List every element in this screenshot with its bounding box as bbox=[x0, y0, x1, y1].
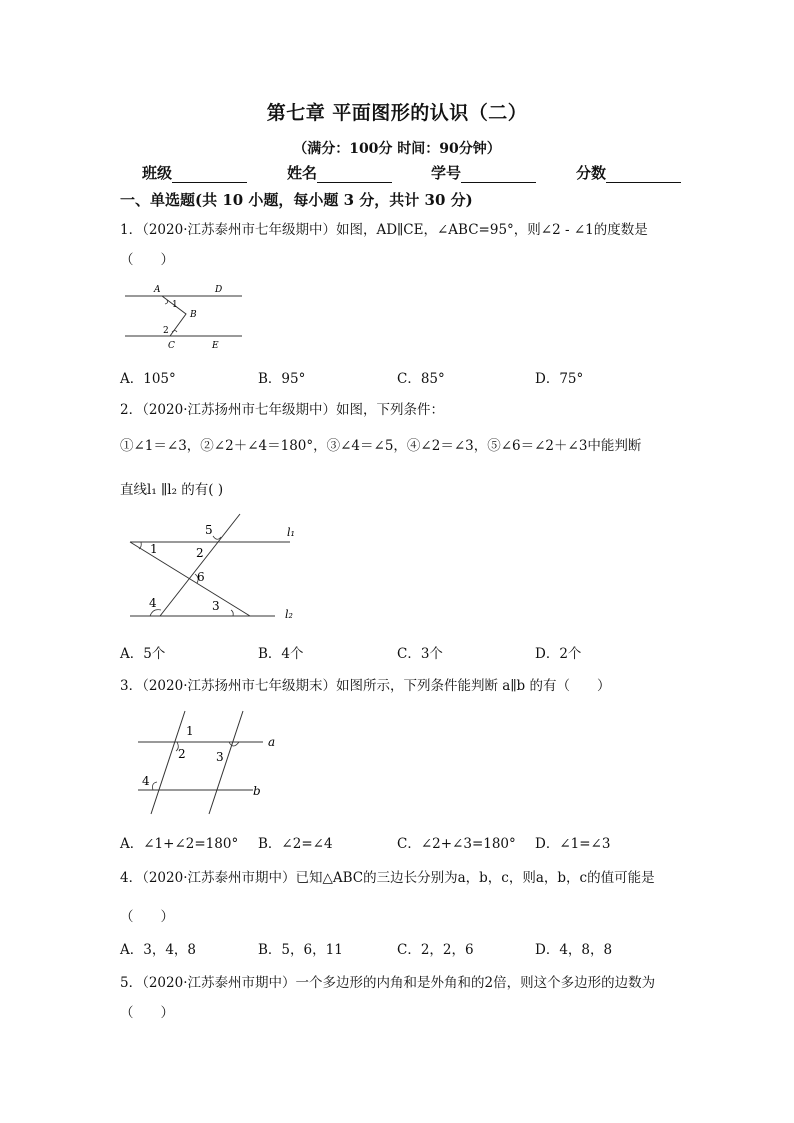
fig-label: 4 bbox=[149, 596, 157, 610]
fig-label: 2 bbox=[196, 546, 204, 560]
exam-info: （满分：100分 时间：90分钟） bbox=[293, 141, 501, 157]
class-label: 班级 bbox=[142, 164, 173, 182]
question-2-stem: 2．（2020·江苏扬州市七年级期中）如图，下列条件： bbox=[120, 402, 444, 418]
q4-option-a[interactable]: A．3，4，8 bbox=[120, 942, 197, 958]
name-blank[interactable] bbox=[317, 166, 392, 183]
fig-label: 3 bbox=[212, 599, 220, 613]
q3-option-a[interactable]: A．∠1+∠2=180° bbox=[120, 836, 239, 852]
fig-label: 3 bbox=[216, 750, 224, 764]
page-title: 第七章 平面图形的认识（二） bbox=[266, 102, 528, 124]
fig-label: 4 bbox=[142, 774, 150, 788]
q2-option-d[interactable]: D．2个 bbox=[535, 646, 582, 662]
question-5-paren: （ ） bbox=[120, 1005, 174, 1021]
fig-label: l₂ bbox=[285, 608, 293, 621]
class-field[interactable] bbox=[142, 162, 247, 183]
fig-label: D bbox=[215, 285, 223, 295]
fig-label: 1 bbox=[186, 724, 194, 738]
question-4-paren: （ ） bbox=[120, 909, 174, 925]
q3-option-b[interactable]: B．∠2=∠4 bbox=[258, 836, 333, 852]
question-1-figure bbox=[120, 276, 250, 352]
id-blank[interactable] bbox=[461, 166, 536, 183]
q2-option-a[interactable]: A．5个 bbox=[120, 646, 166, 662]
q3-option-d[interactable]: D．∠1=∠3 bbox=[535, 836, 611, 852]
fig-label: a bbox=[268, 735, 276, 749]
question-2-conditions: ①∠1＝∠3，②∠2＋∠4＝180°，③∠4＝∠5，④∠2＝∠3，⑤∠6＝∠2＋∠3中能判断 bbox=[120, 438, 642, 454]
question-3-stem: 3．（2020·江苏扬州市七年级期末）如图所示，下列条件能判断 a∥b 的有（ ） bbox=[120, 678, 611, 694]
question-4-stem: 4．（2020·江苏泰州市期中）已知△ABC的三边长分别为a，b，c，则a，b，c的值可能是 bbox=[120, 870, 655, 886]
score-field[interactable] bbox=[576, 162, 681, 183]
question-2-figure bbox=[125, 512, 305, 624]
fig-label: 6 bbox=[197, 570, 205, 584]
fig-label: A bbox=[154, 285, 161, 295]
q4-option-c[interactable]: C．2，2，6 bbox=[397, 942, 474, 958]
name-field[interactable] bbox=[287, 162, 392, 183]
q1-option-a[interactable]: A．105° bbox=[120, 371, 176, 387]
fig-label: 2 bbox=[178, 747, 186, 761]
fig-label: l₁ bbox=[287, 526, 295, 539]
question-5-stem: 5．（2020·江苏泰州市期中）一个多边形的内角和是外角和的2倍，则这个多边形的边数为 bbox=[120, 975, 656, 991]
fig-label: C bbox=[168, 341, 175, 351]
question-1-paren: （ ） bbox=[120, 252, 174, 268]
id-label: 学号 bbox=[431, 164, 462, 182]
section-heading: 一、单选题(共 10 小题，每小题 3 分，共计 30 分) bbox=[120, 191, 473, 209]
fig-label: E bbox=[212, 341, 219, 351]
score-label: 分数 bbox=[576, 164, 607, 182]
student-id-field[interactable] bbox=[431, 162, 536, 183]
score-blank[interactable] bbox=[606, 166, 681, 183]
fig-label: 1 bbox=[150, 542, 158, 556]
q1-option-b[interactable]: B．95° bbox=[258, 371, 306, 387]
question-2-stem-continued: 直线l₁ ∥l₂ 的有( ) bbox=[120, 482, 224, 498]
fig-label: B bbox=[190, 310, 197, 320]
name-label: 姓名 bbox=[287, 164, 318, 182]
q3-option-c[interactable]: C．∠2+∠3=180° bbox=[397, 836, 516, 852]
class-blank[interactable] bbox=[172, 166, 247, 183]
fig-label: 1 bbox=[172, 300, 178, 310]
q4-option-d[interactable]: D．4，8，8 bbox=[535, 942, 613, 958]
fig-label: 5 bbox=[205, 523, 213, 537]
q2-option-c[interactable]: C．3个 bbox=[397, 646, 443, 662]
q1-option-c[interactable]: C．85° bbox=[397, 371, 445, 387]
q2-option-b[interactable]: B．4个 bbox=[258, 646, 304, 662]
q1-option-d[interactable]: D．75° bbox=[535, 371, 584, 387]
q4-option-b[interactable]: B．5，6，11 bbox=[258, 942, 343, 958]
question-1-stem: 1．（2020·江苏泰州市七年级期中）如图，AD∥CE，∠ABC=95°，则∠2 - ∠1的度数是 bbox=[120, 222, 648, 238]
fig-label: b bbox=[253, 784, 261, 798]
question-3-figure bbox=[133, 706, 283, 818]
fig-label: 2 bbox=[163, 326, 169, 336]
